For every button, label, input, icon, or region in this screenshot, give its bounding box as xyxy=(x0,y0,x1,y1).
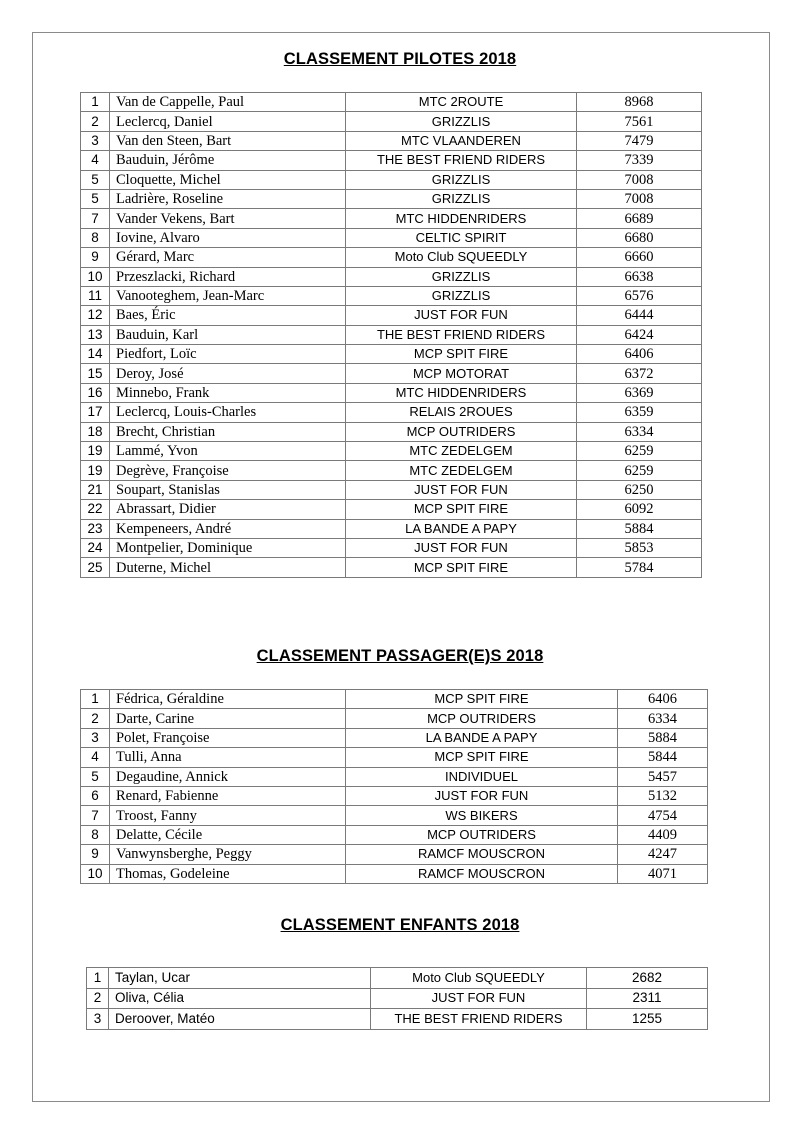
name-cell: Troost, Fanny xyxy=(110,806,346,825)
points-cell: 6444 xyxy=(577,306,702,325)
rank-cell: 9 xyxy=(81,845,110,864)
points-cell: 5884 xyxy=(618,728,708,747)
rank-cell: 21 xyxy=(81,480,110,499)
club-cell: MCP OUTRIDERS xyxy=(346,422,577,441)
name-cell: Bauduin, Jérôme xyxy=(110,151,346,170)
name-cell: Tulli, Anna xyxy=(110,748,346,767)
club-cell: MCP OUTRIDERS xyxy=(346,825,618,844)
club-cell: THE BEST FRIEND RIDERS xyxy=(371,1009,587,1030)
name-cell: Vanwynsberghe, Peggy xyxy=(110,845,346,864)
name-cell: Bauduin, Karl xyxy=(110,325,346,344)
club-cell: CELTIC SPIRIT xyxy=(346,228,577,247)
table-row xyxy=(87,988,708,1009)
table-row xyxy=(81,825,708,844)
rank-cell: 1 xyxy=(81,93,110,112)
rank-cell: 5 xyxy=(81,767,110,786)
club-cell: Moto Club SQUEEDLY xyxy=(346,248,577,267)
name-cell: Taylan, Ucar xyxy=(109,968,371,989)
rank-cell: 22 xyxy=(81,500,110,519)
club-cell: MTC HIDDENRIDERS xyxy=(346,383,577,402)
table-row xyxy=(81,112,702,131)
table-row xyxy=(81,306,702,325)
club-cell: RAMCF MOUSCRON xyxy=(346,845,618,864)
name-cell: Renard, Fabienne xyxy=(110,786,346,805)
table-row xyxy=(81,189,702,208)
table-row xyxy=(81,767,708,786)
points-cell: 2682 xyxy=(587,968,708,989)
rank-cell: 3 xyxy=(81,131,110,150)
name-cell: Delatte, Cécile xyxy=(110,825,346,844)
rank-cell: 14 xyxy=(81,345,110,364)
points-cell: 6259 xyxy=(577,442,702,461)
name-cell: Fédrica, Géraldine xyxy=(110,690,346,709)
club-cell: THE BEST FRIEND RIDERS xyxy=(346,151,577,170)
table-row xyxy=(81,480,702,499)
table-row xyxy=(81,345,702,364)
rank-cell: 3 xyxy=(81,728,110,747)
rank-cell: 16 xyxy=(81,383,110,402)
points-cell: 5132 xyxy=(618,786,708,805)
club-cell: MTC ZEDELGEM xyxy=(346,442,577,461)
table-row xyxy=(81,151,702,170)
rank-cell: 7 xyxy=(81,806,110,825)
name-cell: Ladrière, Roseline xyxy=(110,189,346,208)
rank-cell: 19 xyxy=(81,461,110,480)
name-cell: Montpelier, Dominique xyxy=(110,538,346,557)
rank-cell: 19 xyxy=(81,442,110,461)
name-cell: Darte, Carine xyxy=(110,709,346,728)
table-row xyxy=(81,364,702,383)
club-cell: JUST FOR FUN xyxy=(346,306,577,325)
points-cell: 8968 xyxy=(577,93,702,112)
club-cell: JUST FOR FUN xyxy=(371,988,587,1009)
points-cell: 6424 xyxy=(577,325,702,344)
table-row xyxy=(81,690,708,709)
club-cell: MTC VLAANDEREN xyxy=(346,131,577,150)
club-cell: MCP OUTRIDERS xyxy=(346,709,618,728)
points-cell: 6660 xyxy=(577,248,702,267)
table-row xyxy=(81,403,702,422)
name-cell: Przeszlacki, Richard xyxy=(110,267,346,286)
table-row xyxy=(81,228,702,247)
rank-cell: 1 xyxy=(87,968,109,989)
table-row xyxy=(87,968,708,989)
points-cell: 5457 xyxy=(618,767,708,786)
table-row xyxy=(81,209,702,228)
table-row xyxy=(87,1009,708,1030)
rank-cell: 4 xyxy=(81,748,110,767)
table-row xyxy=(81,864,708,883)
points-cell: 5784 xyxy=(577,558,702,577)
rank-cell: 5 xyxy=(81,170,110,189)
rank-cell: 13 xyxy=(81,325,110,344)
table-row xyxy=(81,519,702,538)
enfants-title: CLASSEMENT ENFANTS 2018 xyxy=(280,916,520,934)
table-row xyxy=(81,748,708,767)
club-cell: MCP SPIT FIRE xyxy=(346,748,618,767)
rank-cell: 25 xyxy=(81,558,110,577)
points-cell: 2311 xyxy=(587,988,708,1009)
points-cell: 7339 xyxy=(577,151,702,170)
points-cell: 4247 xyxy=(618,845,708,864)
club-cell: INDIVIDUEL xyxy=(346,767,618,786)
table-row xyxy=(81,806,708,825)
name-cell: Deroover, Matéo xyxy=(109,1009,371,1030)
table-row xyxy=(81,500,702,519)
points-cell: 6406 xyxy=(577,345,702,364)
points-cell: 4754 xyxy=(618,806,708,825)
name-cell: Abrassart, Didier xyxy=(110,500,346,519)
rank-cell: 9 xyxy=(81,248,110,267)
club-cell: LA BANDE A PAPY xyxy=(346,728,618,747)
rank-cell: 15 xyxy=(81,364,110,383)
points-cell: 6334 xyxy=(618,709,708,728)
name-cell: Deroy, José xyxy=(110,364,346,383)
pilotes-table xyxy=(80,92,702,578)
club-cell: Moto Club SQUEEDLY xyxy=(371,968,587,989)
name-cell: Cloquette, Michel xyxy=(110,170,346,189)
points-cell: 6638 xyxy=(577,267,702,286)
enfants-table xyxy=(86,967,708,1030)
club-cell: WS BIKERS xyxy=(346,806,618,825)
name-cell: Soupart, Stanislas xyxy=(110,480,346,499)
passagers-table xyxy=(80,689,708,884)
name-cell: Polet, Françoise xyxy=(110,728,346,747)
rank-cell: 8 xyxy=(81,228,110,247)
points-cell: 6359 xyxy=(577,403,702,422)
points-cell: 4409 xyxy=(618,825,708,844)
table-row xyxy=(81,248,702,267)
pilotes-title: CLASSEMENT PILOTES 2018 xyxy=(283,50,517,68)
rank-cell: 12 xyxy=(81,306,110,325)
name-cell: Baes, Éric xyxy=(110,306,346,325)
club-cell: MCP MOTORAT xyxy=(346,364,577,383)
points-cell: 7561 xyxy=(577,112,702,131)
table-row xyxy=(81,286,702,305)
club-cell: GRIZZLIS xyxy=(346,267,577,286)
points-cell: 6092 xyxy=(577,500,702,519)
points-cell: 6576 xyxy=(577,286,702,305)
rank-cell: 10 xyxy=(81,864,110,883)
club-cell: THE BEST FRIEND RIDERS xyxy=(346,325,577,344)
rank-cell: 1 xyxy=(81,690,110,709)
rank-cell: 2 xyxy=(81,709,110,728)
points-cell: 6369 xyxy=(577,383,702,402)
rank-cell: 17 xyxy=(81,403,110,422)
passagers-title: CLASSEMENT PASSAGER(E)S 2018 xyxy=(256,647,544,665)
name-cell: Degrève, Françoise xyxy=(110,461,346,480)
club-cell: LA BANDE A PAPY xyxy=(346,519,577,538)
club-cell: MTC HIDDENRIDERS xyxy=(346,209,577,228)
table-row xyxy=(81,461,702,480)
name-cell: Degaudine, Annick xyxy=(110,767,346,786)
name-cell: Thomas, Godeleine xyxy=(110,864,346,883)
name-cell: Leclercq, Louis-Charles xyxy=(110,403,346,422)
points-cell: 7479 xyxy=(577,131,702,150)
table-row xyxy=(81,93,702,112)
name-cell: Duterne, Michel xyxy=(110,558,346,577)
rank-cell: 2 xyxy=(87,988,109,1009)
points-cell: 6680 xyxy=(577,228,702,247)
club-cell: GRIZZLIS xyxy=(346,286,577,305)
rank-cell: 3 xyxy=(87,1009,109,1030)
points-cell: 5853 xyxy=(577,538,702,557)
rank-cell: 6 xyxy=(81,786,110,805)
points-cell: 5844 xyxy=(618,748,708,767)
name-cell: Van den Steen, Bart xyxy=(110,131,346,150)
name-cell: Brecht, Christian xyxy=(110,422,346,441)
club-cell: GRIZZLIS xyxy=(346,189,577,208)
table-row xyxy=(81,728,708,747)
club-cell: MTC 2ROUTE xyxy=(346,93,577,112)
points-cell: 6689 xyxy=(577,209,702,228)
club-cell: MCP SPIT FIRE xyxy=(346,345,577,364)
name-cell: Gérard, Marc xyxy=(110,248,346,267)
table-row xyxy=(81,267,702,286)
points-cell: 1255 xyxy=(587,1009,708,1030)
table-row xyxy=(81,383,702,402)
name-cell: Vanooteghem, Jean-Marc xyxy=(110,286,346,305)
name-cell: Kempeneers, André xyxy=(110,519,346,538)
rank-cell: 10 xyxy=(81,267,110,286)
name-cell: Piedfort, Loïc xyxy=(110,345,346,364)
rank-cell: 8 xyxy=(81,825,110,844)
club-cell: JUST FOR FUN xyxy=(346,538,577,557)
name-cell: Leclercq, Daniel xyxy=(110,112,346,131)
rank-cell: 5 xyxy=(81,189,110,208)
table-row xyxy=(81,170,702,189)
points-cell: 7008 xyxy=(577,189,702,208)
name-cell: Iovine, Alvaro xyxy=(110,228,346,247)
rank-cell: 23 xyxy=(81,519,110,538)
table-row xyxy=(81,558,702,577)
rank-cell: 11 xyxy=(81,286,110,305)
points-cell: 6259 xyxy=(577,461,702,480)
points-cell: 6406 xyxy=(618,690,708,709)
table-row xyxy=(81,422,702,441)
points-cell: 7008 xyxy=(577,170,702,189)
club-cell: MTC ZEDELGEM xyxy=(346,461,577,480)
table-row xyxy=(81,442,702,461)
club-cell: RAMCF MOUSCRON xyxy=(346,864,618,883)
rank-cell: 18 xyxy=(81,422,110,441)
name-cell: Lammé, Yvon xyxy=(110,442,346,461)
club-cell: MCP SPIT FIRE xyxy=(346,690,618,709)
table-row xyxy=(81,845,708,864)
club-cell: RELAIS 2ROUES xyxy=(346,403,577,422)
club-cell: GRIZZLIS xyxy=(346,112,577,131)
club-cell: MCP SPIT FIRE xyxy=(346,500,577,519)
club-cell: JUST FOR FUN xyxy=(346,786,618,805)
points-cell: 6334 xyxy=(577,422,702,441)
points-cell: 6372 xyxy=(577,364,702,383)
name-cell: Oliva, Célia xyxy=(109,988,371,1009)
points-cell: 5884 xyxy=(577,519,702,538)
club-cell: MCP SPIT FIRE xyxy=(346,558,577,577)
name-cell: Van de Cappelle, Paul xyxy=(110,93,346,112)
points-cell: 6250 xyxy=(577,480,702,499)
table-row xyxy=(81,325,702,344)
name-cell: Minnebo, Frank xyxy=(110,383,346,402)
rank-cell: 2 xyxy=(81,112,110,131)
table-row xyxy=(81,709,708,728)
rank-cell: 4 xyxy=(81,151,110,170)
club-cell: JUST FOR FUN xyxy=(346,480,577,499)
rank-cell: 24 xyxy=(81,538,110,557)
table-row xyxy=(81,131,702,150)
table-row xyxy=(81,538,702,557)
points-cell: 4071 xyxy=(618,864,708,883)
rank-cell: 7 xyxy=(81,209,110,228)
name-cell: Vander Vekens, Bart xyxy=(110,209,346,228)
club-cell: GRIZZLIS xyxy=(346,170,577,189)
table-row xyxy=(81,786,708,805)
